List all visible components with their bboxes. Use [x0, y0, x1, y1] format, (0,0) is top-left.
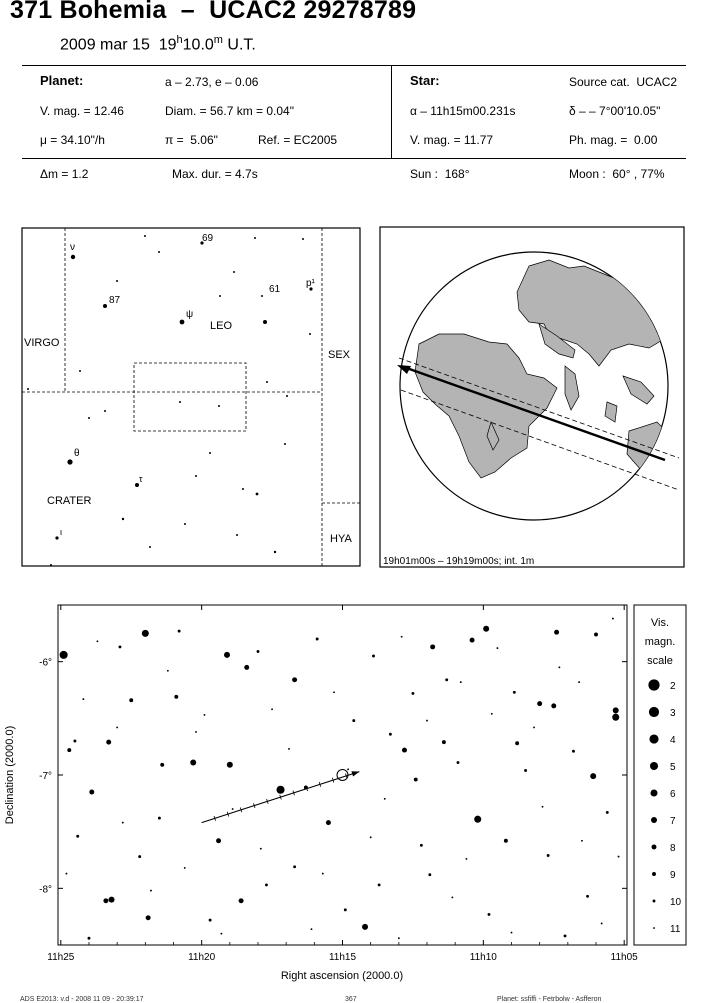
label-p1: p¹	[306, 278, 315, 289]
chart-star	[257, 650, 260, 653]
chart-star	[352, 719, 355, 722]
chart-star	[142, 630, 149, 637]
finder-star	[184, 523, 186, 525]
chart-star	[389, 733, 392, 736]
chart-star	[370, 836, 372, 838]
chart-star	[515, 741, 519, 745]
chart-star	[344, 908, 347, 911]
finder-star	[195, 475, 197, 477]
chart-star	[293, 865, 296, 868]
chart-star	[430, 644, 435, 649]
chart-star	[178, 630, 181, 633]
event-timezone: U.T.	[227, 36, 256, 54]
chart-star	[73, 740, 76, 743]
chart-star	[460, 681, 462, 683]
const-sex: SEX	[328, 349, 351, 361]
legend-dot	[650, 789, 657, 796]
finder-chart	[20, 226, 363, 569]
chart-star	[613, 707, 619, 713]
event-datetime	[60, 34, 256, 54]
chart-star	[426, 720, 428, 722]
chart-star	[551, 703, 556, 708]
finder-star	[286, 395, 288, 397]
chart-star	[491, 713, 493, 715]
chart-star	[442, 740, 446, 744]
x-axis-label: Right ascension (2000.0)	[280, 970, 404, 982]
finder-star	[302, 238, 304, 240]
sun-elongation: Sun : 168°	[410, 167, 470, 181]
legend-dot	[652, 872, 656, 876]
label-87: 87	[109, 295, 121, 306]
finder-star	[149, 546, 151, 548]
chart-star	[401, 636, 403, 638]
finder-star	[284, 443, 286, 445]
chart-star	[216, 838, 221, 843]
label-69: 69	[202, 233, 214, 244]
chart-star	[288, 748, 290, 750]
chart-star	[292, 677, 297, 682]
chart-star	[158, 817, 161, 820]
finder-star	[233, 271, 235, 273]
chart-star	[76, 835, 79, 838]
x-tick-label: 11h15	[328, 952, 357, 963]
planet-parallax: π = 5.06"	[165, 133, 218, 147]
chart-star	[97, 640, 99, 642]
star-chart	[0, 600, 701, 996]
star-phmag: Ph. mag. = 0.00	[569, 133, 658, 147]
chart-star	[384, 798, 386, 800]
chart-star	[445, 678, 448, 681]
legend-label: 4	[670, 735, 676, 746]
chart-star	[89, 790, 94, 795]
finder-star	[266, 381, 268, 383]
label-tau: τ	[139, 474, 143, 484]
legend-label: 5	[670, 762, 676, 773]
chart-star	[122, 822, 124, 824]
finder-star	[256, 493, 259, 496]
chart-star	[457, 761, 460, 764]
chart-star	[586, 895, 589, 898]
finder-star	[254, 237, 256, 239]
chart-star	[466, 858, 468, 860]
legend-dot	[652, 845, 657, 850]
chart-star	[402, 748, 407, 753]
chart-star	[612, 618, 614, 620]
chart-star	[398, 937, 400, 939]
finder-star	[236, 534, 238, 536]
chart-star	[581, 840, 583, 842]
chart-star	[420, 844, 423, 847]
finder-star	[55, 536, 58, 539]
chart-star	[239, 898, 244, 903]
finder-star	[179, 401, 181, 403]
legend-label: 2	[670, 681, 676, 692]
finder-star	[116, 280, 118, 282]
chart-star	[564, 934, 567, 937]
chart-star	[119, 645, 122, 648]
chart-star	[220, 933, 222, 935]
chart-star	[103, 898, 108, 903]
chart-star	[88, 937, 91, 940]
planet-orbit: a – 2.73, e – 0.06	[165, 75, 259, 89]
chart-star	[109, 897, 115, 903]
x-tick-label: 11h25	[47, 952, 75, 963]
chart-star	[547, 854, 550, 857]
chart-star	[451, 896, 453, 898]
globe-caption: 19h01m00s – 19h19m00s; int. 1m	[383, 556, 535, 567]
legend-title-3: scale	[647, 655, 673, 667]
legend-dot	[649, 707, 659, 717]
legend-dot	[648, 679, 659, 690]
legend-dot	[651, 817, 657, 823]
chart-star	[411, 692, 414, 695]
planet-heading: Planet:	[40, 73, 84, 88]
chart-star	[138, 855, 141, 858]
finder-star	[103, 304, 107, 308]
chart-star	[322, 873, 324, 875]
chart-star	[601, 923, 603, 925]
star-delta: δ – – 7°00'10.05"	[569, 104, 661, 118]
finder-star	[104, 410, 106, 412]
chart-star	[174, 695, 178, 699]
legend-title-1: Vis.	[650, 617, 670, 629]
legend-title-2: magn.	[644, 636, 676, 648]
label-theta: θ	[74, 448, 80, 459]
event-date: 2009 mar 15	[60, 36, 150, 54]
chart-star	[372, 655, 375, 658]
finder-star	[122, 518, 124, 520]
chart-star	[276, 786, 284, 794]
label-psi: ψ	[186, 309, 194, 320]
finder-star	[219, 295, 221, 297]
chart-star	[190, 760, 196, 766]
chart-star	[578, 681, 580, 683]
finder-star	[274, 551, 276, 553]
finder-star	[144, 235, 146, 237]
legend-label: 10	[670, 897, 682, 908]
event-minutes: 10.0	[182, 36, 214, 54]
chart-star	[204, 714, 206, 716]
finder-star	[79, 370, 81, 372]
x-tick-label: 11h05	[610, 952, 638, 963]
x-tick-label: 11h10	[469, 952, 497, 963]
finder-star	[50, 564, 52, 566]
footer-left: ADS E2013: v.d - 2008 11 09 - 20:39:17	[20, 996, 144, 1003]
star-source: Source cat. UCAC2	[569, 75, 678, 89]
chart-star	[209, 919, 212, 922]
chart-star	[378, 883, 381, 886]
chart-star	[66, 873, 68, 875]
finder-star	[27, 388, 29, 390]
chart-star	[483, 626, 489, 632]
event-hours: 19	[158, 36, 177, 54]
legend-label: 3	[670, 708, 676, 719]
x-tick-label: 11h20	[188, 952, 216, 963]
finder-star	[209, 452, 211, 454]
info-top-rule	[22, 65, 686, 66]
const-crater: CRATER	[47, 495, 92, 507]
star-alpha: α – 11h15m00.231s	[410, 104, 516, 118]
label-61: 61	[269, 284, 281, 295]
chart-star	[311, 928, 313, 930]
finder-star	[309, 333, 311, 335]
legend-dot	[653, 927, 655, 929]
finder-star	[242, 488, 244, 490]
minute-sup: m	[213, 34, 223, 46]
chart-star	[606, 811, 609, 814]
chart-star	[67, 748, 71, 752]
chart-star	[542, 806, 544, 808]
info-divider	[391, 65, 392, 158]
y-tick-label: -8°	[39, 884, 52, 896]
chart-star	[488, 913, 491, 916]
chart-star	[558, 666, 560, 668]
y-axis-label: Declination (2000.0)	[4, 725, 16, 825]
chart-star	[224, 652, 230, 658]
chart-star	[347, 768, 349, 770]
planet-diameter: Diam. = 56.7 km = 0.04"	[165, 104, 294, 118]
chart-star	[265, 883, 268, 886]
chart-star	[428, 873, 431, 876]
max-duration: Max. dur. = 4.7s	[172, 167, 258, 181]
info-bottom-rule	[22, 158, 686, 159]
footer-page: 367	[345, 996, 357, 1003]
chart-star	[590, 773, 596, 779]
chart-star	[316, 638, 319, 641]
chart-star	[474, 816, 481, 823]
y-tick-label: -7°	[39, 771, 52, 782]
legend-dot	[653, 900, 656, 903]
finder-star	[180, 320, 185, 325]
chart-star	[160, 763, 164, 767]
chart-star	[129, 698, 133, 702]
chart-star	[504, 839, 508, 843]
chart-star	[572, 750, 575, 753]
label-iota: ι	[60, 527, 62, 537]
label-nu: ν	[70, 242, 75, 253]
legend-label: 9	[670, 870, 676, 881]
chart-star	[106, 740, 111, 745]
star-heading: Star:	[410, 73, 440, 88]
const-hya: HYA	[330, 533, 352, 545]
chart-star	[271, 708, 273, 710]
finder-star	[71, 255, 75, 259]
chart-star	[612, 714, 619, 721]
footer-right: Planet: ssfiffi - Fetrbolw - Asfferon	[497, 996, 602, 1003]
chart-star	[60, 651, 68, 659]
legend-dot	[650, 762, 658, 770]
legend-label: 6	[670, 789, 676, 800]
chart-star	[513, 691, 516, 694]
y-tick-label: -6°	[39, 657, 52, 669]
chart-star	[232, 808, 234, 810]
chart-star	[533, 726, 535, 728]
finder-star	[67, 459, 72, 464]
chart-star	[414, 778, 418, 782]
chart-star	[326, 820, 331, 825]
chart-star	[594, 633, 598, 637]
chart-star	[184, 867, 186, 869]
chart-star	[362, 924, 368, 930]
const-leo: LEO	[210, 320, 233, 332]
earth-globe	[379, 226, 685, 569]
legend-dot	[649, 734, 658, 743]
moon-elongation: Moon : 60° , 77%	[569, 167, 665, 181]
page-title: 371 Bohemia – UCAC2 29278789	[10, 0, 417, 24]
legend-label: 8	[670, 843, 676, 854]
chart-star	[82, 698, 84, 700]
planet-vmag: V. mag. = 12.46	[40, 104, 124, 118]
chart-star	[150, 890, 152, 892]
chart-star	[146, 915, 151, 920]
chart-star	[260, 848, 262, 850]
chart-star	[511, 932, 513, 934]
finder-star	[88, 417, 90, 419]
chart-star	[497, 647, 499, 649]
chart-star	[333, 691, 335, 693]
legend-label: 11	[670, 924, 681, 935]
chart-star	[537, 701, 542, 706]
finder-star	[263, 320, 267, 324]
finder-star	[218, 405, 220, 407]
chart-star	[554, 630, 559, 635]
chart-star	[524, 769, 527, 772]
chart-star	[195, 731, 197, 733]
planet-motion: μ = 34.10"/h	[40, 133, 105, 147]
chart-star	[167, 670, 169, 672]
chart-star	[470, 638, 475, 643]
star-vmag: V. mag. = 11.77	[410, 133, 494, 147]
chart-star	[244, 665, 249, 670]
legend-label: 7	[670, 816, 676, 827]
chart-star	[116, 726, 118, 728]
chart-star	[227, 762, 233, 768]
delta-magnitude: Δm = 1.2	[40, 167, 89, 181]
hour-sup: h	[176, 34, 183, 46]
chart-star	[618, 856, 620, 858]
planet-reference: Ref. = EC2005	[258, 133, 338, 147]
const-virgo: VIRGO	[24, 337, 60, 349]
finder-star	[261, 295, 263, 297]
finder-star	[158, 251, 160, 253]
